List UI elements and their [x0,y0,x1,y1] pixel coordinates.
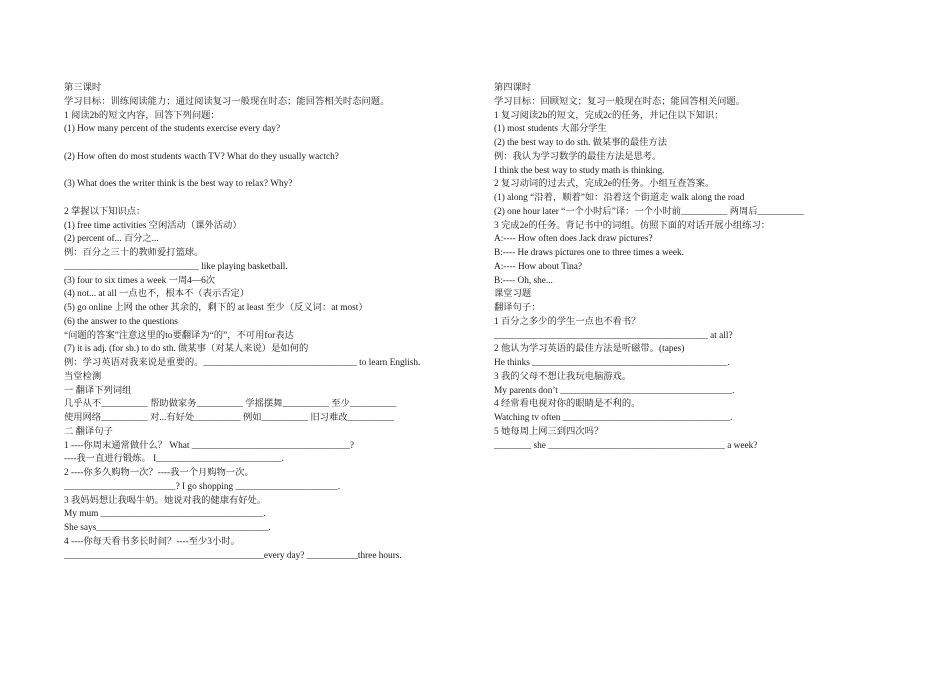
lesson-3-line: (1) How many percent of the students exercise every day? [64,124,281,135]
lesson-3-line: (6) the answer to the questions [64,316,178,327]
lesson-4-line: My parents don’t _____________________________________. [494,385,735,396]
lesson-4-line: He thinks __________________________________________. [494,358,730,368]
lesson-4-line: Watching tv often ____________________________________. [494,413,733,423]
lesson-3-column [64,82,484,563]
lesson-4-line: 4 经常看电视对你的眼睛是不利的。 [494,399,641,410]
lesson-3-line: (5) go online 上网 the other 其余的，剩下的 at least 至少（反义词：at most） [64,303,368,313]
lesson-3-line: 2 掌握以下知识点： [64,206,146,217]
lesson-4-line: A:---- How about Tina? [494,261,583,272]
lesson-3-line: (2) How often do most students wacth TV? What do they usually wactch? [64,151,339,162]
lesson-3-line: 一 翻译下列词组 [64,385,132,396]
lesson-4-line: 学习目标：回顾短文；复习一般现在时态；能回答相关问题。 [494,96,746,107]
lesson-4-line: 3 我的父母不想让我玩电脑游戏。 [494,371,632,382]
lesson-3-line: ________________________? I go shopping ______________________. [64,481,341,492]
blank-answer-space [64,165,484,179]
lesson-4-line: 翻译句子： [494,303,541,313]
lesson-4-line: (2) the best way to do sth. 做某事的最佳方法 [494,138,668,148]
lesson-3-line: (3) four to six times a week 一周4—6次 [64,275,216,286]
blank-answer-space [64,192,484,206]
lesson-4-line: 第四课时 [494,83,532,93]
lesson-3-line: 学习目标：训练阅读能力；通过阅读复习一般现在时态；能回答相关时态问题。 [64,96,390,107]
lesson-3-line: 3 我妈妈想让我喝牛奶。她说对我的健康有好处。 [64,495,267,506]
lesson-4-line: 5 她每周上网三到四次吗？ [494,426,604,437]
lesson-4-line: 2 复习动词的过去式，完成2e的任务。小组互查答案。 [494,179,715,190]
lesson-4-line: ________ she ______________________________________ a week? [494,440,758,451]
lesson-3-line: 4 ----你每天看书多长时间？----至少3小时。 [64,536,240,547]
lesson-4-line: (1) most students 大部分学生 [494,124,607,135]
lesson-3-line: 二 翻译句子 [64,426,113,437]
lesson-3-line: 1 ----你周末通常做什么？ What __________________________________? [64,440,354,451]
lesson-4-line: I think the best way to study math is thinking. [494,165,665,176]
lesson-4-line: 课堂习题 [494,289,532,300]
lesson-3-line: (1) free time activities 空闲活动（课外活动） [64,220,242,231]
lesson-3-line: 第三课时 [64,83,102,93]
lesson-4-line: B:---- He draws pictures one to three times a week. [494,248,685,258]
lesson-3-line: ___________________________________________every day? ___________three hours. [64,550,402,561]
lesson-3-line: 例：百分之三十的教师爱打篮球。 [64,248,204,258]
lesson-4-line: 1 复习阅读2b的短文，完成2c的任务，并记住以下知识： [494,110,724,121]
lesson-3-line: 几乎从不__________ 帮助做家务__________ 学摇摆舞__________ 至少__________ [64,399,397,410]
lesson-3-line: (2) percent of... 百分之... [64,234,159,245]
lesson-3-line: ----我一直进行锻炼。 I___________________________. [64,454,285,465]
lesson-4-line: (2) one hour later “一个小时后”译：一个小时前__________ 两周后__________ [494,206,805,217]
lesson-3-line: My mum ___________________________________. [64,509,266,520]
lesson-3-line: (4) not... at all 一点也不，根本不（表示否定） [64,289,250,300]
lesson-3-line: 2 ----你多久购物一次？----我一个月购物一次。 [64,468,254,478]
lesson-4-line: (1) along “沿着，顺着”如：沿着这个街道走 walk along the road [494,193,745,203]
lesson-4-line: B:---- Oh, she... [494,275,553,286]
lesson-3-line: She says_____________________________________. [64,523,271,533]
lesson-4-line: 1 百分之多少的学生一点也不看书？ [494,316,641,327]
lesson-3-line: 使用网络__________ 对...有好处__________ 例如__________ 旧习难改__________ [64,413,395,423]
lesson-4-line: ______________________________________________ at all? [494,330,733,341]
lesson-3-line: 例：学习英语对我来说是重要的。_________________________________ to learn English. [64,358,421,368]
lesson-3-line: 当堂检测 [64,371,102,382]
lesson-3-line: _____________________________ like playing basketball. [64,261,288,272]
lesson-4-line: A:---- How often does Jack draw pictures? [494,234,653,245]
lesson-4-line: 例：我认为学习数学的最佳方法是思考。 [494,151,662,162]
lesson-4-column [494,82,914,453]
lesson-3-line: 1 阅读2b的短文内容，回答下列问题： [64,110,220,121]
lesson-4-line: 3 完成2e的任务。背记书中的词组。仿照下面的对话开展小组练习： [494,220,771,231]
lesson-3-line: “问题的答案”注意这里的to要翻译为“的”，不可用for表达 [64,330,294,341]
blank-answer-space [64,137,484,151]
lesson-3-line: (3) What does the writer think is the best way to relax? Why? [64,179,293,190]
lesson-3-line: (7) it is adj. (for sb.) to do sth. 做某事（对某人来说）是如何的 [64,344,309,355]
lesson-4-line: 2 他认为学习英语的最佳方法是听磁带。(tapes) [494,344,685,355]
